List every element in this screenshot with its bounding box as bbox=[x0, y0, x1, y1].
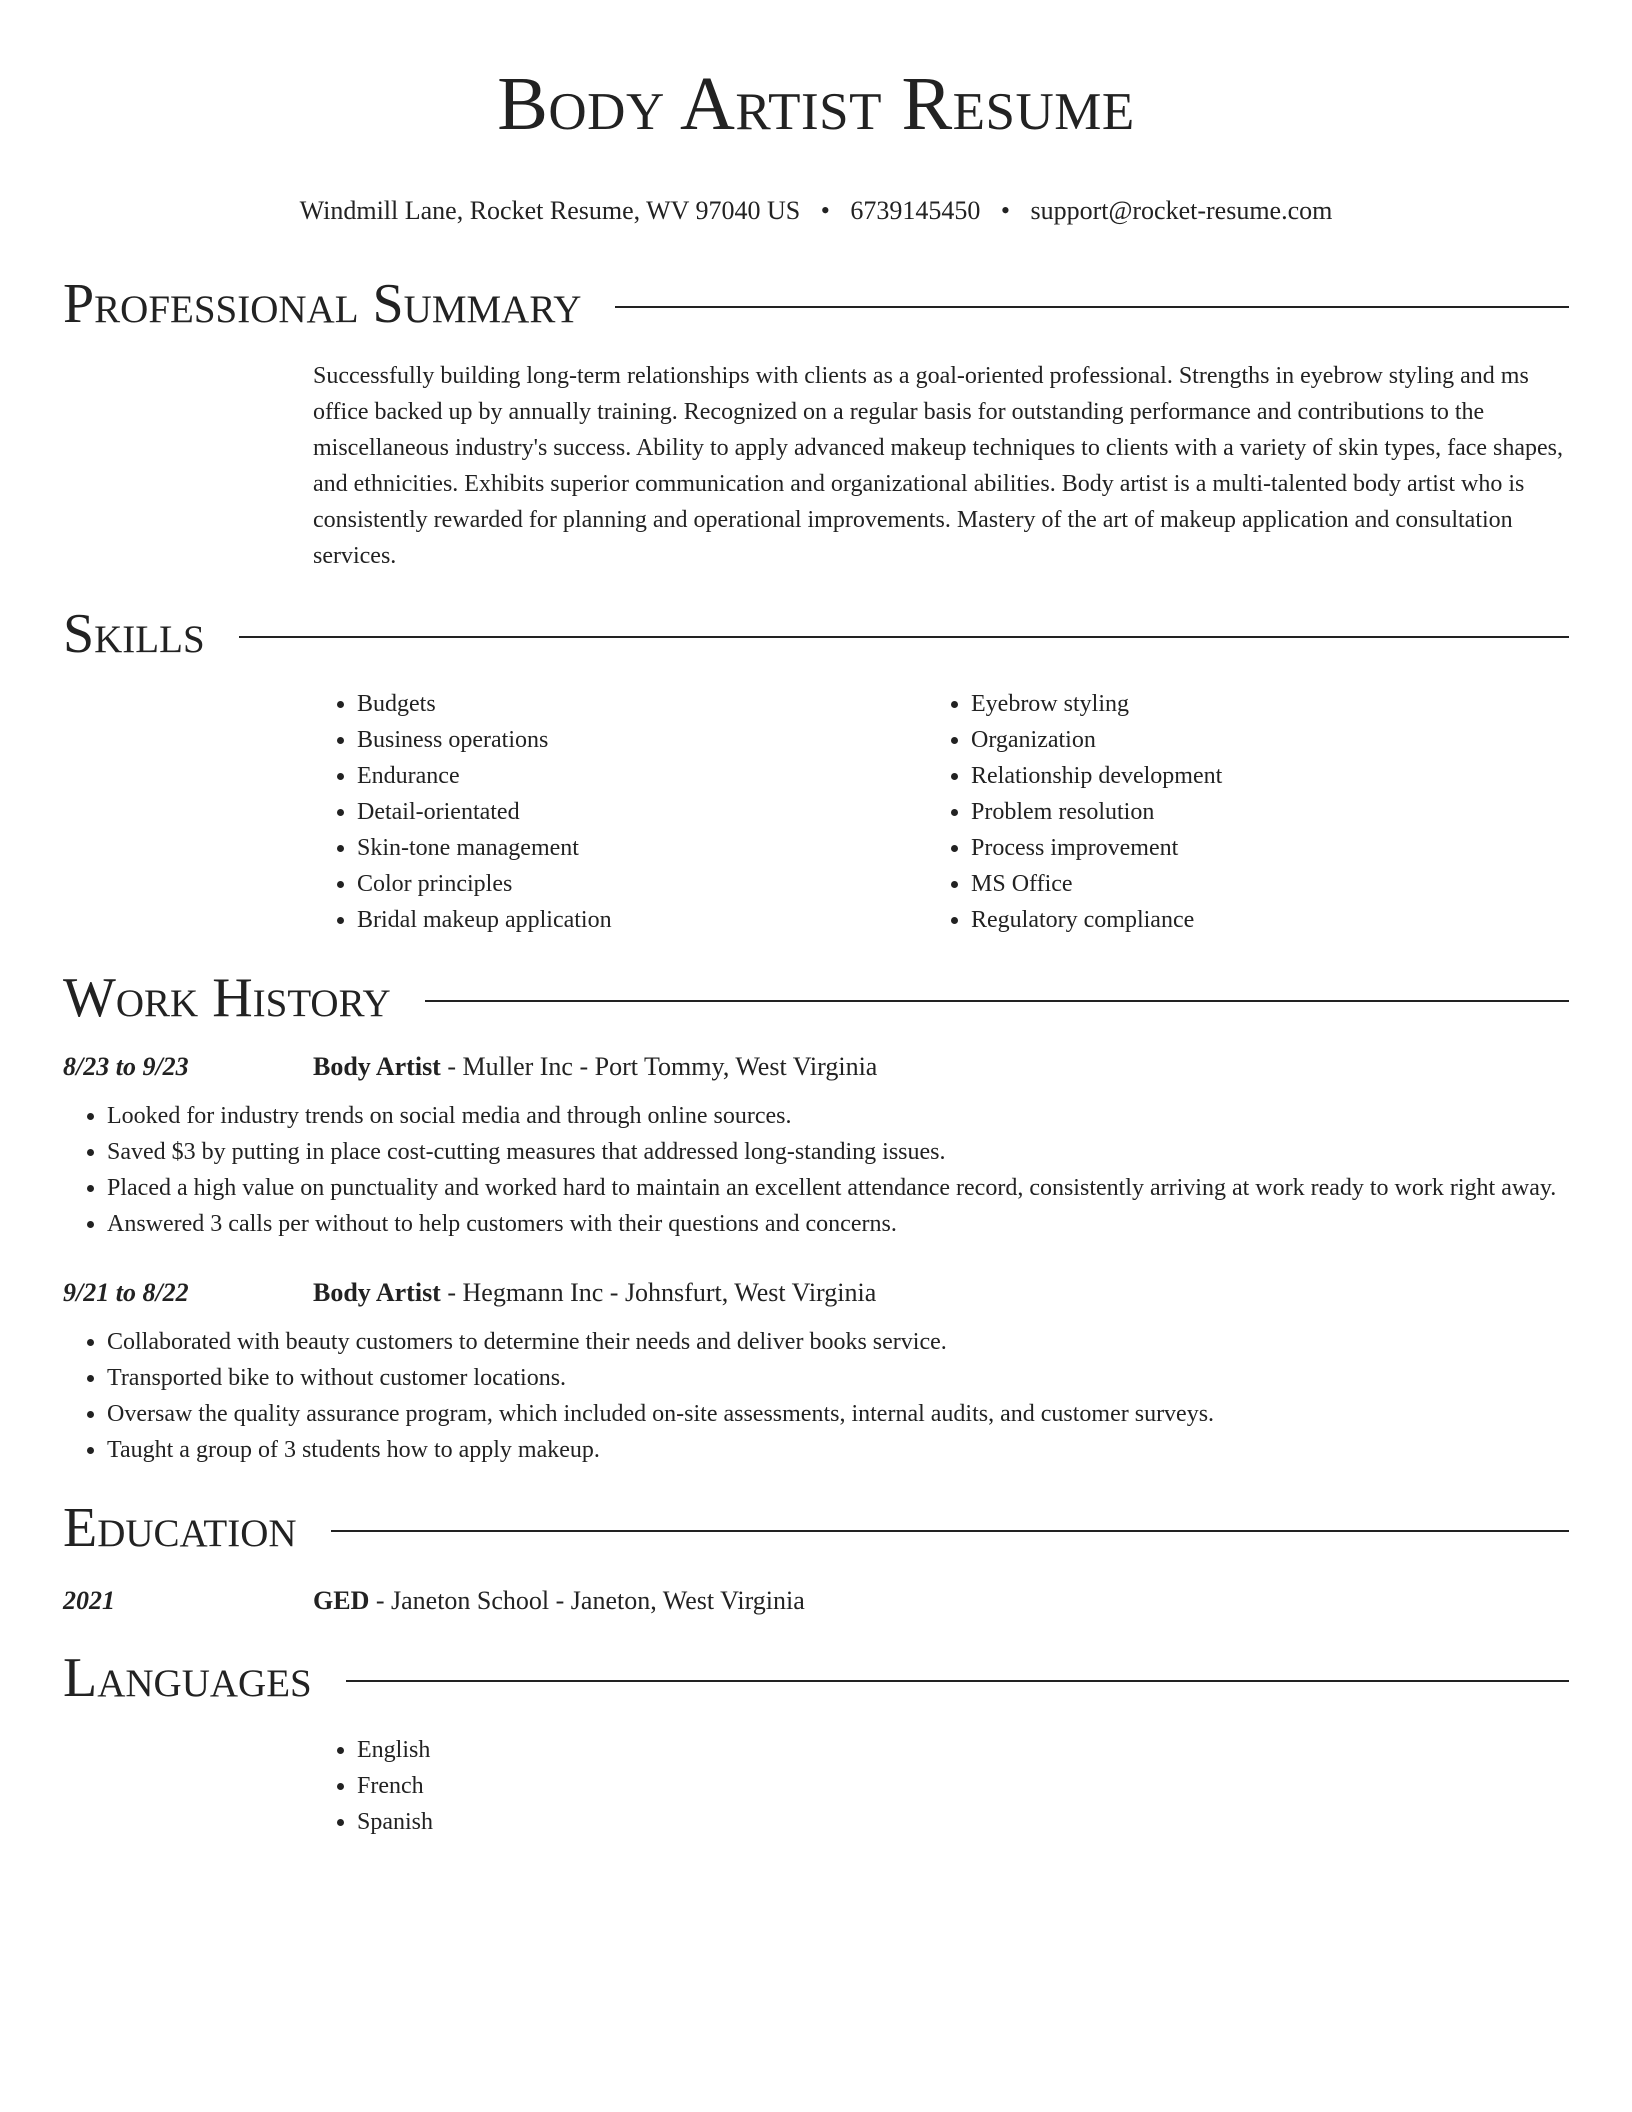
education-year: 2021 bbox=[63, 1586, 115, 1615]
job-bullet: • Collaborated with beauty customers to determine their needs and deliver books service. bbox=[107, 1324, 1569, 1360]
skill-item: • Bridal makeup application bbox=[357, 902, 927, 938]
languages-list bbox=[313, 1732, 1569, 1840]
job-company: - Muller Inc - Port Tommy, West Virginia bbox=[440, 1052, 878, 1081]
skills-column-1 bbox=[313, 686, 927, 938]
education-section-header bbox=[63, 1496, 1569, 1560]
job-title-line bbox=[313, 1276, 876, 1310]
job-entry bbox=[63, 1276, 1569, 1468]
languages-items bbox=[313, 1732, 1569, 1840]
language-item: • English bbox=[357, 1732, 1569, 1768]
section-divider bbox=[615, 306, 1569, 308]
section-divider bbox=[239, 636, 1569, 638]
education-row bbox=[63, 1584, 1569, 1618]
job-company: - Hegmann Inc - Johnsfurt, West Virginia bbox=[440, 1278, 877, 1307]
job-entry bbox=[63, 1050, 1569, 1242]
section-divider bbox=[331, 1530, 1569, 1532]
skills-section-header bbox=[63, 602, 1569, 666]
languages-section-header bbox=[63, 1646, 1569, 1710]
work-section-header bbox=[63, 966, 1569, 1030]
job-role: Body Artist bbox=[313, 1052, 441, 1081]
contact-email: support@rocket-resume.com bbox=[1030, 196, 1333, 225]
job-bullet: • Oversaw the quality assurance program, which included on-site assessments, internal audits, and customer surveys. bbox=[107, 1396, 1569, 1432]
skill-item: • Regulatory compliance bbox=[971, 902, 1222, 938]
skill-item: • Relationship development bbox=[971, 758, 1222, 794]
contact-line bbox=[63, 194, 1569, 228]
job-bullet: • Placed a high value on punctuality and worked hard to maintain an excellent attendance record, consistently arriving at work ready to work right away. bbox=[107, 1170, 1569, 1206]
skill-item: • Color principles bbox=[357, 866, 927, 902]
education-title-line bbox=[313, 1584, 805, 1618]
skills-heading: Skills bbox=[63, 603, 205, 665]
skill-item: • Organization bbox=[971, 722, 1222, 758]
skill-item: • Budgets bbox=[357, 686, 927, 722]
summary-section-header bbox=[63, 272, 1569, 336]
skills-list bbox=[313, 686, 1569, 938]
section-divider bbox=[425, 1000, 1569, 1002]
skill-item: • Process improvement bbox=[971, 830, 1222, 866]
skill-item: • Business operations bbox=[357, 722, 927, 758]
skill-item: • Eyebrow styling bbox=[971, 686, 1222, 722]
education-entry bbox=[63, 1584, 1569, 1618]
skill-item: • Problem resolution bbox=[971, 794, 1222, 830]
languages-heading: Languages bbox=[63, 1647, 312, 1709]
contact-separator: • bbox=[820, 196, 830, 225]
job-bullet: • Answered 3 calls per without to help customers with their questions and concerns. bbox=[107, 1206, 1569, 1242]
contact-separator: • bbox=[1000, 196, 1010, 225]
section-divider bbox=[346, 1680, 1569, 1682]
skills-column-2 bbox=[927, 686, 1222, 938]
work-heading: Work History bbox=[63, 967, 391, 1029]
job-bullets bbox=[63, 1324, 1569, 1468]
resume-title: Body Artist Resume bbox=[497, 62, 1135, 146]
job-bullets bbox=[63, 1098, 1569, 1242]
language-item: • French bbox=[357, 1768, 1569, 1804]
education-heading: Education bbox=[63, 1497, 297, 1559]
job-bullet: • Saved $3 by putting in place cost-cutting measures that addressed long-standing issues. bbox=[107, 1134, 1569, 1170]
job-role: Body Artist bbox=[313, 1278, 441, 1307]
job-bullet: • Looked for industry trends on social media and through online sources. bbox=[107, 1098, 1569, 1134]
skill-item: • Endurance bbox=[357, 758, 927, 794]
summary-text: Successfully building long-term relationships with clients as a goal-oriented professional. Strengths in eyebrow styling and ms office backed up by annually training. Recognized on a regular basis for outstanding performance and contributions to the miscellaneous industry's success. Ability to apply advanced makeup techniques to clients with a variety of skin types, face shapes, and ethnicities. Exhibits superior communication and organizational abilities. Body artist is a multi-talented body artist who is consistently rewarded for planning and operational improvements. Mastery of the art of makeup application and consultation services. bbox=[313, 363, 1564, 569]
contact-address: Windmill Lane, Rocket Resume, WV 97040 US bbox=[299, 196, 801, 225]
education-school: - Janeton School - Janeton, West Virginia bbox=[369, 1586, 805, 1615]
job-bullet: • Transported bike to without customer locations. bbox=[107, 1360, 1569, 1396]
job-dates: 8/23 to 9/23 bbox=[63, 1052, 189, 1081]
job-title-line bbox=[313, 1050, 877, 1084]
summary-heading: Professional Summary bbox=[63, 273, 582, 335]
job-bullet: • Taught a group of 3 students how to apply makeup. bbox=[107, 1432, 1569, 1468]
job-header bbox=[63, 1276, 1569, 1310]
skill-item: • Detail-orientated bbox=[357, 794, 927, 830]
language-item: • Spanish bbox=[357, 1804, 1569, 1840]
education-degree: GED bbox=[313, 1586, 370, 1615]
skill-item: • Skin-tone management bbox=[357, 830, 927, 866]
job-dates: 9/21 to 8/22 bbox=[63, 1278, 189, 1307]
job-header bbox=[63, 1050, 1569, 1084]
contact-phone: 6739145450 bbox=[850, 196, 981, 225]
skill-item: • MS Office bbox=[971, 866, 1222, 902]
